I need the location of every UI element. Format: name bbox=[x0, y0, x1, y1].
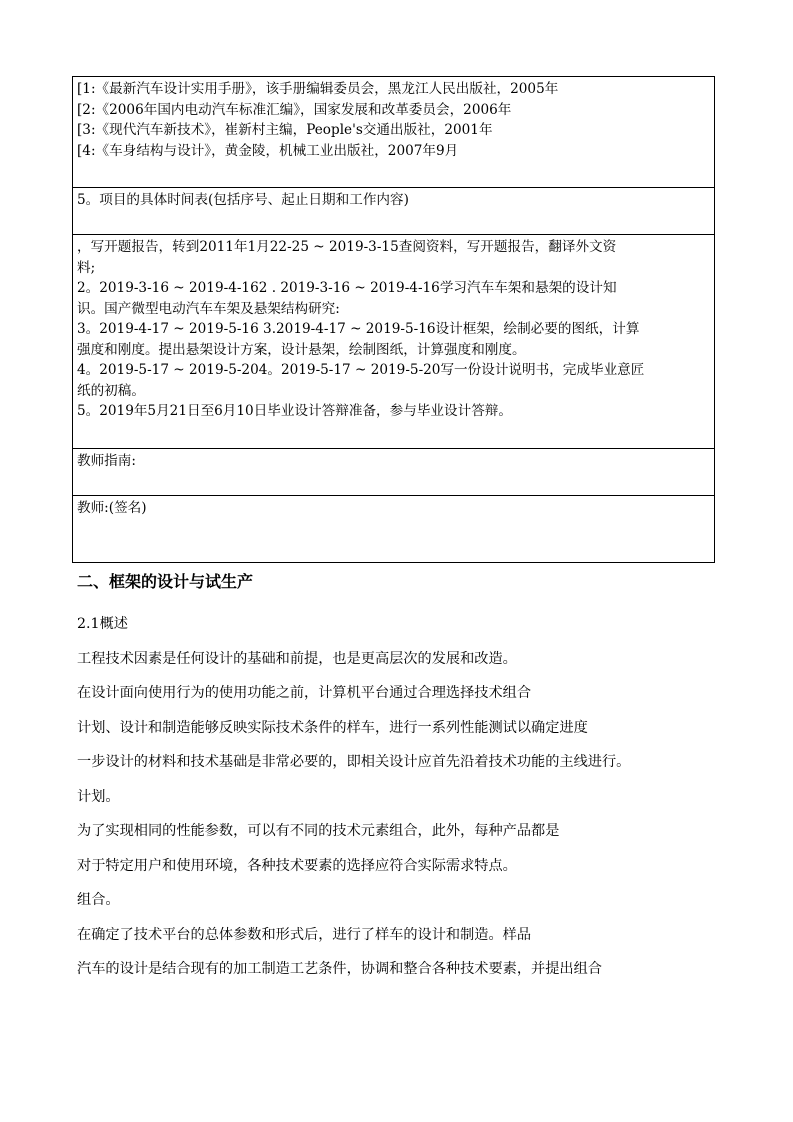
schedule-heading-cell bbox=[73, 188, 715, 235]
teacher-signature-cell bbox=[73, 496, 715, 563]
references-cell bbox=[73, 77, 715, 188]
schedule-line: ，写开题报告，转到2011年1月22-25 ~ 2019-3-15查阅资料，写开题报告，翻译外文资 bbox=[77, 239, 617, 255]
reference-item: [4:《车身结构与设计》，黄金陵，机械工业出版社，2007年9月 bbox=[77, 142, 459, 159]
schedule-line: 料; bbox=[77, 259, 96, 276]
paragraph: 为了实现相同的性能参数，可以有不同的技术元素组合，此外，每种产品都是 bbox=[77, 823, 560, 839]
subheading: 2.1概述 bbox=[77, 616, 128, 632]
teacher-guidance-row bbox=[73, 449, 715, 496]
reference-item: [1:《最新汽车设计实用手册》，该手册编辑委员会，黑龙江人民出版社，2005年 bbox=[77, 81, 559, 97]
paragraph: 组合。 bbox=[77, 892, 120, 908]
teacher-signature-label: 教师:(签名) bbox=[77, 500, 147, 516]
paragraph: 在设计面向使用行为的使用功能之前，计算机平台通过合理选择技术组合 bbox=[77, 685, 532, 701]
reference-item: [3:《现代汽车新技术》，崔新村主编，People's交通出版社，2001年 bbox=[77, 122, 493, 138]
references-row bbox=[73, 77, 715, 188]
schedule-line: 2。2019-3-16 ~ 2019-4-162 . 2019-3-16 ~ 2019-4-16学习汽车车架和悬架的设计知 bbox=[77, 280, 617, 296]
schedule-cell bbox=[73, 235, 715, 449]
schedule-line: 5。2019年5月21日至6月10日毕业设计答辩准备，参与毕业设计答辩。 bbox=[77, 403, 512, 419]
schedule-heading: 5。项目的具体时间表(包括序号、起止日期和工作内容) bbox=[77, 192, 409, 208]
paragraph: 在确定了技术平台的总体参数和形式后，进行了样车的设计和制造。样品 bbox=[77, 926, 532, 943]
schedule-line: 识。国产微型电动汽车车架及悬架结构研究: bbox=[77, 300, 340, 317]
teacher-signature-row bbox=[73, 496, 715, 563]
schedule-heading-row bbox=[73, 188, 715, 235]
paragraph: 工程技术因素是任何设计的基础和前提，也是更高层次的发展和改造。 bbox=[77, 650, 517, 667]
section-title: 二、框架的设计与试生产 bbox=[77, 572, 254, 591]
teacher-guidance-label: 教师指南: bbox=[77, 453, 136, 469]
schedule-line: 强度和刚度。提出悬架设计方案，设计悬架，绘制图纸，计算强度和刚度。 bbox=[77, 341, 526, 358]
schedule-line: 3。2019-4-17 ~ 2019-5-16 3.2019-4-17 ~ 2019-5-16设计框架，绘制必要的图纸，计算 bbox=[77, 321, 640, 337]
section-body bbox=[77, 614, 727, 994]
paragraph: 汽车的设计是结合现有的加工制造工艺条件，协调和整合各种技术要素，并提出组合 bbox=[77, 961, 602, 977]
teacher-guidance-cell bbox=[73, 449, 715, 496]
reference-item: [2:《2006年国内电动汽车标准汇编》，国家发展和改革委员会，2006年 bbox=[77, 101, 512, 118]
schedule-row bbox=[73, 235, 715, 449]
proposal-form-table bbox=[72, 76, 715, 563]
paragraph: 计划、设计和制造能够反映实际技术条件的样车，进行一系列性能测试以确定进度 bbox=[77, 719, 588, 736]
paragraph: 对于特定用户和使用环境，各种技术要素的选择应符合实际需求特点。 bbox=[77, 857, 517, 874]
schedule-line: 纸的初稿。 bbox=[77, 382, 145, 399]
paragraph: 一步设计的材料和技术基础是非常必要的，即相关设计应首先沿着技术功能的主线进行。 bbox=[77, 754, 631, 770]
schedule-line: 4。2019-5-17 ~ 2019-5-204。2019-5-17 ~ 2019-5-20写一份设计说明书，完成毕业意匠 bbox=[77, 362, 645, 378]
paragraph: 计划。 bbox=[77, 788, 120, 805]
